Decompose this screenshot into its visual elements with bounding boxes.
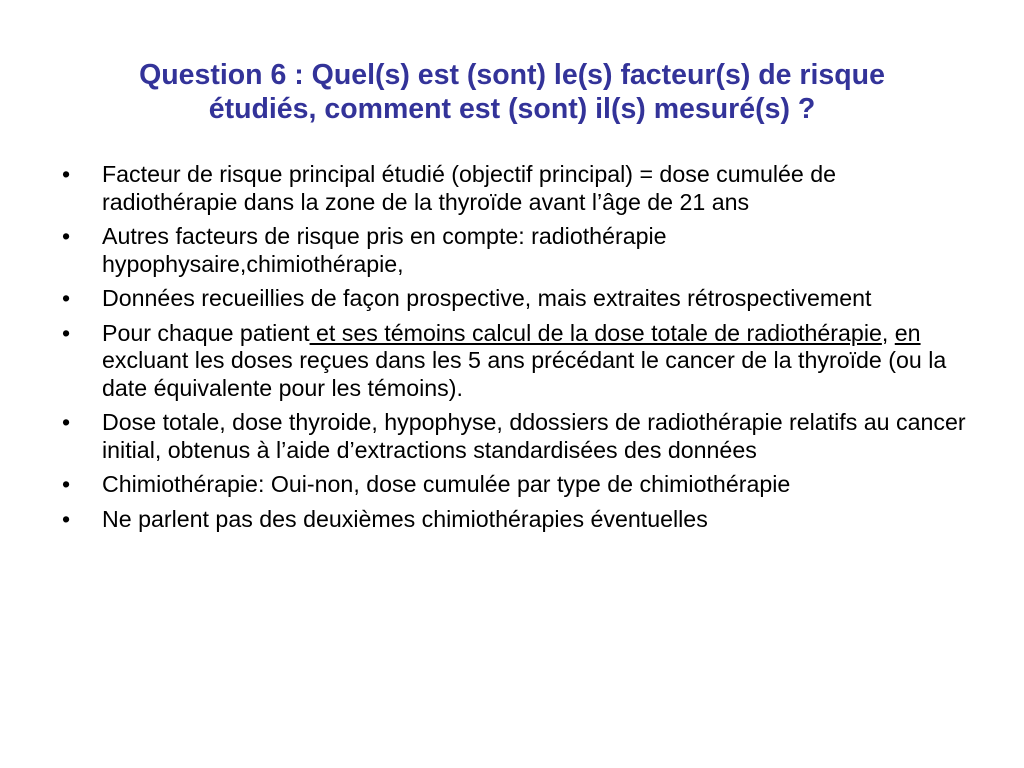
bullet-4-text-c: excluant les doses reçues dans les 5 ans précédant le cancer de la thyroïde (ou la date équivalente pour les témoins).: [102, 347, 947, 401]
bullet-item-2: • Autres facteurs de risque pris en compte: radiothérapie hypophysaire,chimiothérapie,: [62, 223, 972, 278]
bullet-item-1: • Facteur de risque principal étudié (objectif principal) = dose cumulée de radiothérapie dans la zone de la thyroïde avant l’âge de 21 ans: [62, 161, 972, 216]
bullet-4-underlined-a: et ses témoins calcul de la dose totale de radiothérapie: [309, 319, 882, 346]
bullet-4-text-a: Pour chaque patient: [102, 319, 310, 346]
bullet-4-underlined-b: en: [894, 319, 921, 346]
slide-title: [40, 58, 984, 126]
bullet-item-3: • Données recueillies de façon prospective, mais extraites rétrospectivement: [62, 285, 972, 313]
bullet-list: [62, 161, 972, 540]
bullet-item-5: • Dose totale, dose thyroide, hypophyse, ddossiers de radiothérapie relatifs au cancer initial, obtenus à l’aide d’extractions standardisées des données: [62, 409, 972, 464]
slide-title-line-2: étudiés, comment est (sont) il(s) mesuré(s) ?: [208, 93, 816, 125]
bullet-item-4: [62, 320, 972, 403]
bullet-item-7: • Ne parlent pas des deuxièmes chimiothérapies éventuelles: [62, 506, 972, 534]
bullet-4-text-b: ,: [881, 319, 895, 346]
slide-title-line-1: Question 6 : Quel(s) est (sont) le(s) facteur(s) de risque: [139, 59, 885, 91]
bullet-item-6: • Chimiothérapie: Oui-non, dose cumulée par type de chimiothérapie: [62, 471, 972, 499]
